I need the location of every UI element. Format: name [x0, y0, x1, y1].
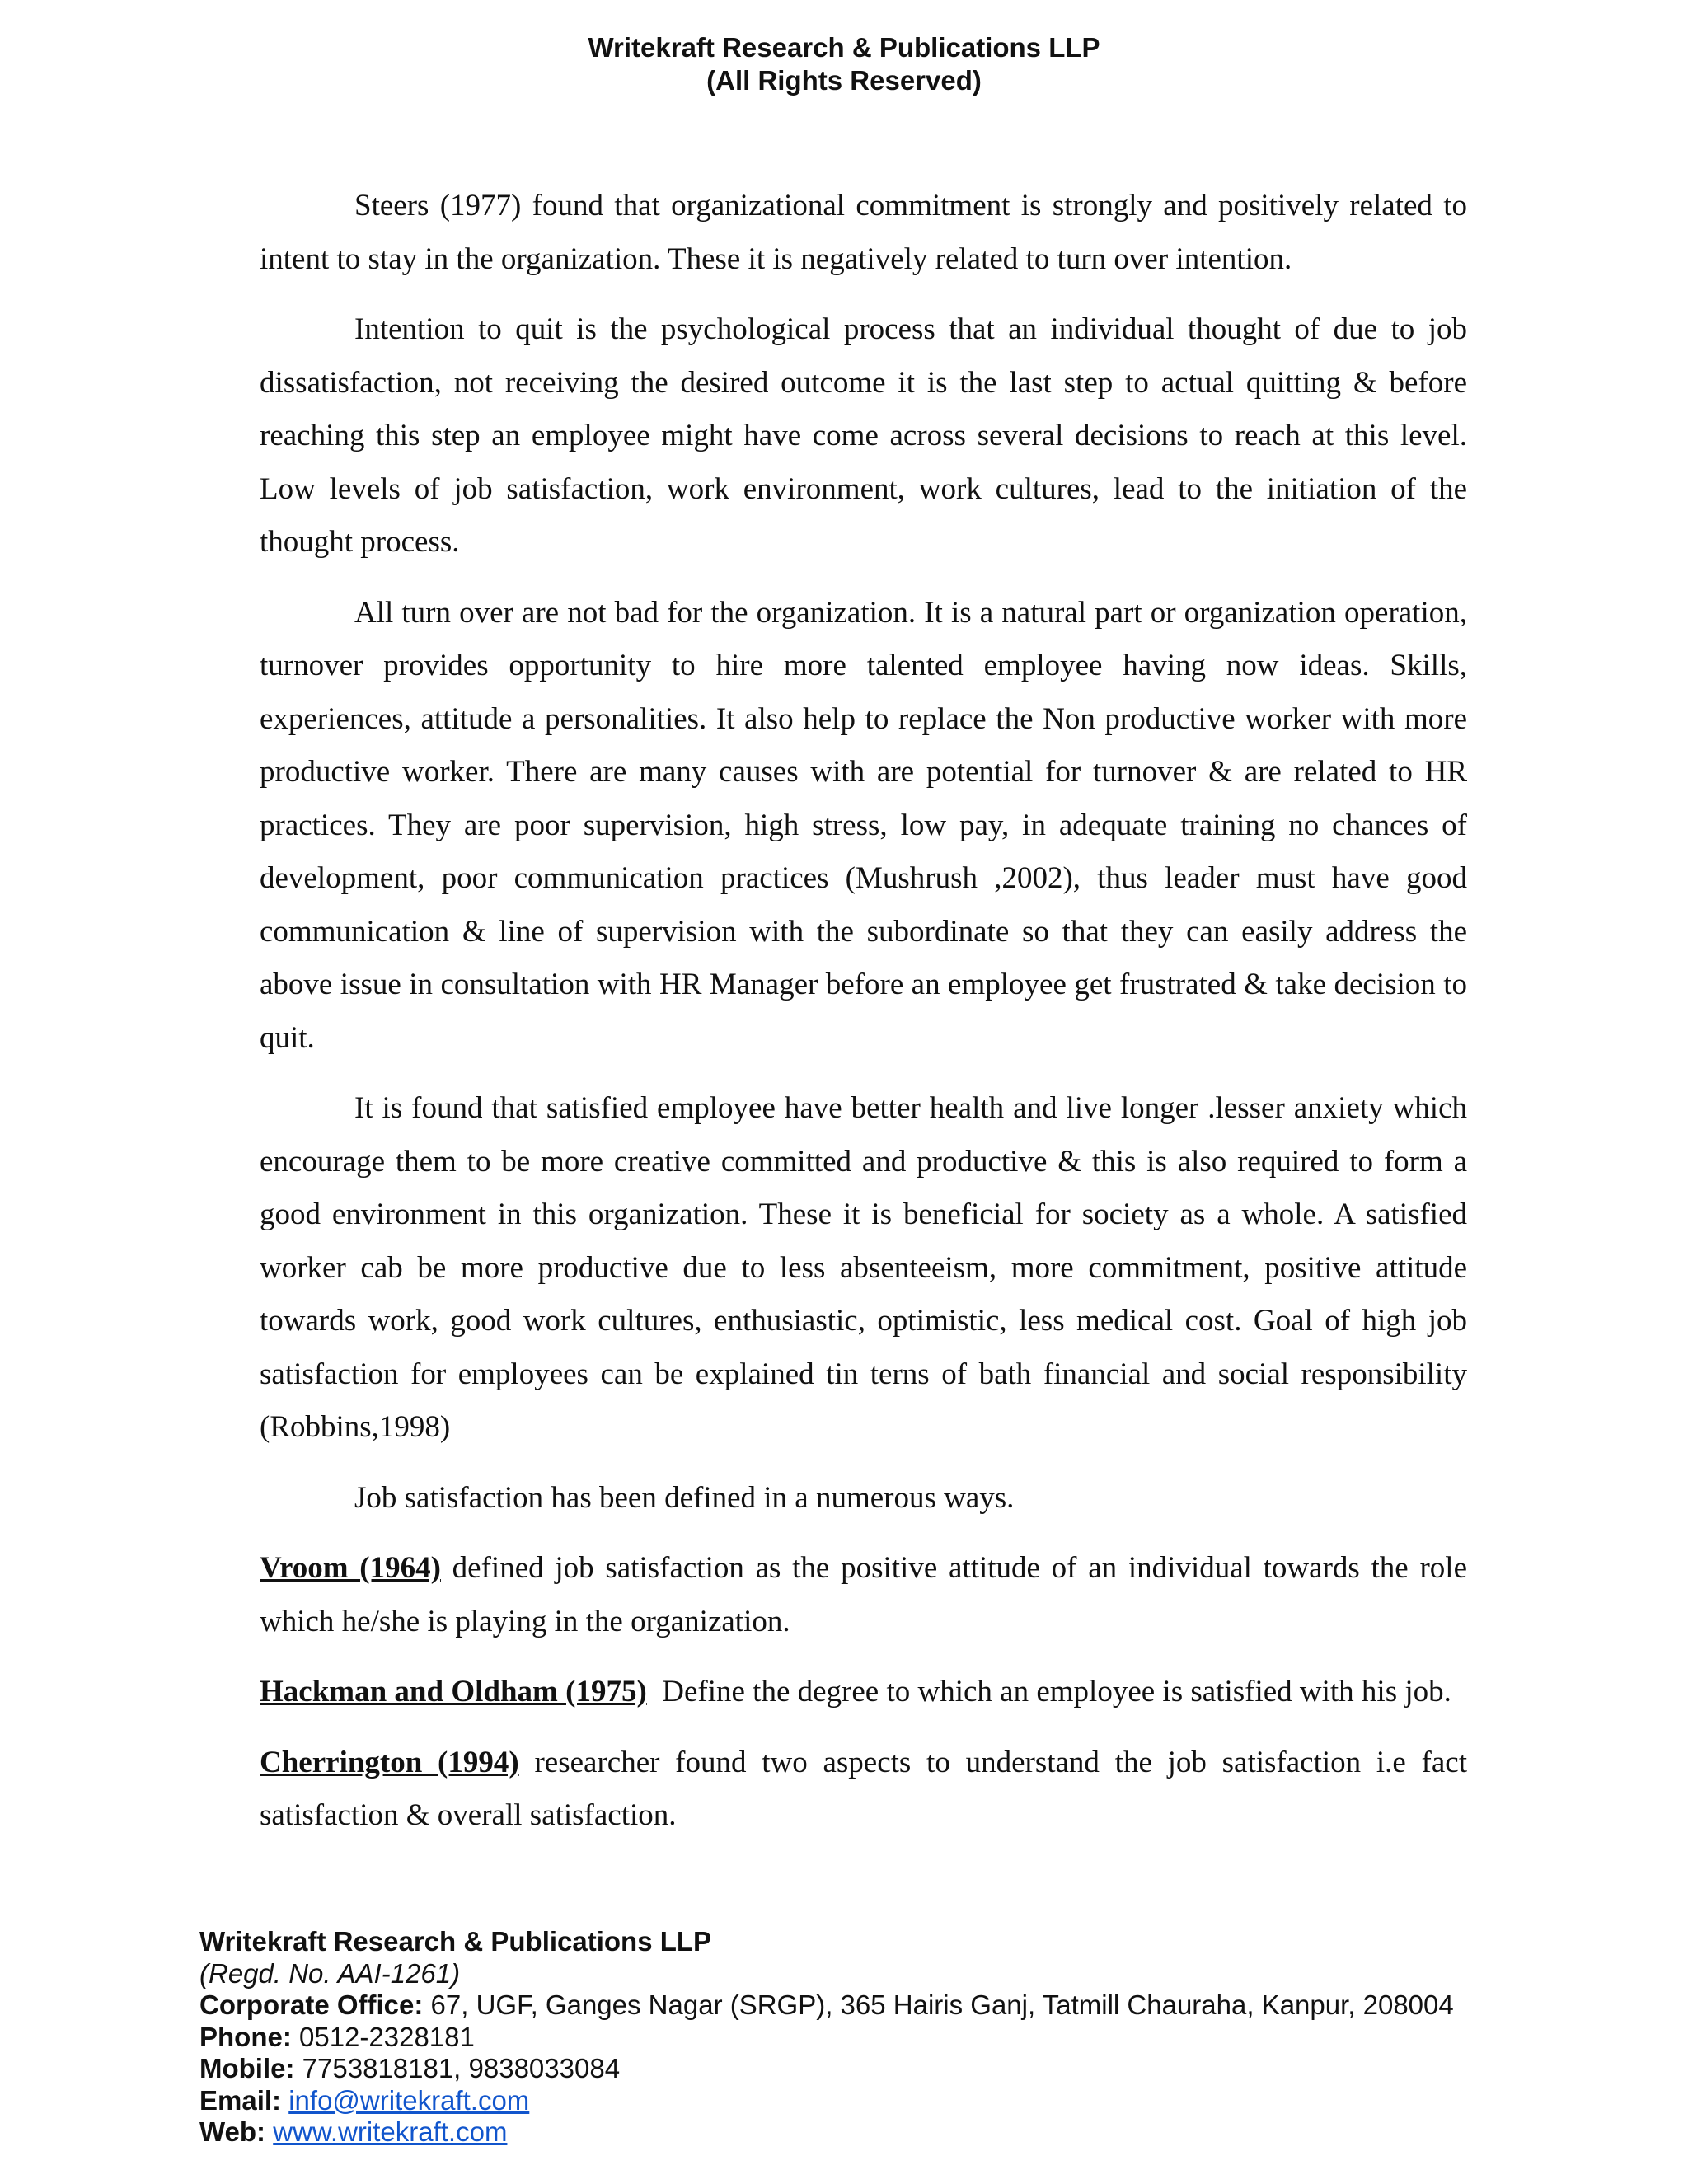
footer-office [199, 1990, 1667, 2022]
page-footer [199, 1926, 1667, 2149]
footer-registration: (Regd. No. AAI-1261) [199, 1957, 461, 1989]
office-value: 67, UGF, Ganges Nagar (SRGP), 365 Hairis Ganj, Tatmill Chauraha, Kanpur, 208004 [423, 1990, 1454, 2020]
phone-value: 0512-2328181 [291, 2021, 475, 2052]
definition-text: researcher found two aspects to understand the job satisfaction i.e fact satisfaction & overall satisfaction. [260, 1745, 1468, 1832]
citation-vroom: Vroom (1964) [260, 1551, 441, 1585]
document-body [260, 180, 1467, 1860]
email-label: Email: [199, 2084, 282, 2116]
mobile-label: Mobile: [199, 2053, 295, 2083]
email-link[interactable]: info@writekraft.com [288, 2084, 530, 2116]
header-rights: (All Rights Reserved) [706, 65, 982, 96]
paragraph-definitions-intro: Job satisfaction has been defined in a numerous ways. [354, 1480, 1015, 1515]
header-company: Writekraft Research & Publications LLP [588, 32, 1100, 63]
definition-text: Define the degree to which an employee is satisfied with his job. [646, 1675, 1451, 1708]
footer-phone [199, 2022, 1667, 2054]
definition-cherrington [260, 1736, 1467, 1843]
page-header [0, 31, 1688, 97]
definition-hackman-oldham [260, 1666, 1467, 1719]
definition-text: defined job satisfaction as the positive attitude of an individual towards the role which he/she is playing in the organization. [260, 1551, 1467, 1638]
paragraph-satisfied-employee: It is found that satisfied employee have better health and live longer .lesser anxiety which encourage them to be more creative committed and productive & this is also required to form a good environment in this organization. These it is beneficial for society as a whole. A satisfied worker cab be more productive due to less absenteeism, more commitment, positive attitude towards work, good work cultures, enthusiastic, optimistic, less medical cost. Goal of high job satisfaction for employees can be explained tin terns of bath financial and social responsibility (Robbins,1998) [260, 1091, 1467, 1444]
citation-cherrington: Cherrington (1994) [260, 1745, 519, 1779]
phone-label: Phone: [199, 2021, 292, 2052]
footer-company: Writekraft Research & Publications LLP [199, 1926, 712, 1957]
paragraph-intention-to-quit: Intention to quit is the psychological process that an individual thought of due to job dissatisfaction, not receiving the desired outcome it is the last step to actual quitting & before reaching this step an employee might have come across several decisions to reach at this level. Low levels of job satisfaction, work environment, work cultures, lead to the initiation of the thought process. [260, 312, 1467, 559]
footer-web [199, 2116, 1667, 2149]
web-label: Web: [199, 2116, 266, 2147]
definition-vroom [260, 1542, 1467, 1648]
web-link[interactable]: www.writekraft.com [273, 2116, 508, 2147]
footer-email [199, 2085, 1667, 2117]
footer-mobile [199, 2053, 1667, 2085]
paragraph-steers: Steers (1977) found that organizational commitment is strongly and positively related to intent to stay in the organization. These it is negatively related to turn over intention. [260, 189, 1467, 276]
paragraph-turnover: All turn over are not bad for the organization. It is a natural part or organization operation, turnover provides opportunity to hire more talented employee having now ideas. Skills, experiences, attitude a personalities. It also help to replace the Non productive worker with more productive worker. There are many causes with are potential for turnover & are related to HR practices. They are poor supervision, high stress, low pay, in adequate training no chances of development, poor communication practices (Mushrush ,2002), thus leader must have good communication & line of supervision with the subordinate so that they can easily address the above issue in consultation with HR Manager before an employee get frustrated & take decision to quit. [260, 595, 1467, 1055]
office-label: Corporate Office: [199, 1990, 424, 2020]
citation-hackman-oldham: Hackman and Oldham (1975) [260, 1675, 647, 1708]
mobile-value: 7753818181, 9838033084 [294, 2053, 621, 2083]
